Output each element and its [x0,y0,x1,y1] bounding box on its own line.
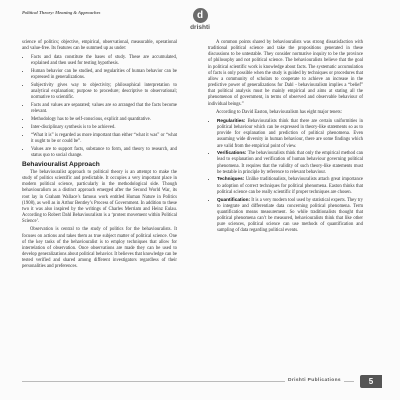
list-item [217,197,363,235]
body-paragraph: The behaviouralist approach to political theory is an attempt to make the study of politics scientific and predictable. It occupies a very important place in modern political science, particularly in the methodological side. Though behaviouralism as a distinct approach emerged after the Second World War, its root lay in Graham Wallace’s famous work entitled Human Nature in Politics (1908), as well as in Arthur Bentley’s Process of Government. In addition to these two it was also inspired by the writings of Charles Merriam and Heinz Eulau. According to Robert Dahl Behaviouralism is a ‘protest movement within Political Science’. [22,169,177,225]
list-item: • Facts and values are separated; values are so arranged that the facts become relevant. [31,102,177,115]
tenet-term: Techniques: [217,176,245,182]
list-item: • Methodology has to be self-conscious, explicit and quantitative. [31,116,177,123]
tenet-term: Verifications: [217,150,247,156]
list-item: • Values are to support facts, substance to form, and theory to research, and status quo to social change. [31,146,177,159]
list-item [217,176,363,195]
tenet-text: Behaviouralists think that there are certain uniformities in political behaviour which can be expressed in theory-like statements so as to provide for explanation and prediction of political phenomena. Even assuming wide diversity in human behaviour, there are some findings which are valid from the empirical point of view. [217,118,363,149]
list-item [217,150,363,176]
list-item: • Subjectivity gives way to objectivity; philosophical interpretation to analytical explanation; purpose to procedure; descriptive to observational; normative to scientific. [31,82,177,101]
section-heading: Behaviouralist Approach [22,160,100,168]
right-column [208,40,363,236]
tenet-term: Quantification: [217,196,251,202]
list-item: • Facts and data constitute the bases of study. These are accumulated, explained and then used for testing hypothesis. [31,54,177,67]
tenet-text: Unlike traditionalists, behaviouralists attach great importance to adoption of correct techniques for political phenomena. Easton thinks that political science can be really scientific if proper techniques are chosen. [217,177,363,195]
list-item: • Inter-disciplinary synthesis is to be achieved. [31,124,177,131]
body-paragraph: According to David Easton, behaviouralism has eight major tenets: [216,109,342,115]
page-footer [22,375,382,389]
body-paragraph: Observation is central to the study of politics for the behaviouralists. It focuses on actions and takes them as true subject matter of political science. One of the key tasks of the behaviouralist is to employ techniques that allow for interrelation of observation. Once observations are made they can be used to develop generalizations about political behavior. It believes that knowledge can be tested verified and shared among different investigators regardless of their personalities and preferences. [22,227,177,270]
logo-wordmark: drishti [190,24,210,31]
intro-paragraph: science of politics; objective, empirical, observational, measurable, operational and value-free. Its features can be summed up as under: [22,40,177,52]
features-list [22,54,177,159]
tenet-term: Regularities: [217,117,246,123]
publisher-logo [183,8,217,31]
body-paragraph: A common points shared by behaviouralists was strong dissatisfaction with traditional political science and take the propositions generated in these discussions to be untestable. They consider normative inquiry to be the province of philosophy and not political science. The behaviouralists believe that the goal in political scientific work is knowledge about facts. The systematic accumulation of facts is only possible when the study is guided by techniques or procedures that allow a community of scholars to cooperate to achieve an increase in the predictive power of generalizations for Dahl - behaviouralism implies a “belief” that political analysis must be mainly empirical and aims at stating all the phenomenon of government, in terms of observed and observable behaviour of individual beings.” [208,40,363,107]
logo-mark: d [193,8,208,23]
list-item: • “What it is” is regarded as more important than either “what it was” or “what it ought to be or could be”. [31,132,177,145]
list-item: • Human behavior can be studied, and regularities of human behavior can be expressed in generalizations. [31,68,177,81]
page-number: 5 [360,375,382,388]
tenet-text: The behaviouralists think that only the empirical method can lead to explanation and verification of human behaviour governing political phenomena. It requires that the validity of such theory-like statements must be testable in principle by reference to relevant behaviour. [217,151,363,175]
running-head: Political Theory: Meaning & Approaches [22,10,101,15]
left-column [22,40,177,272]
publisher-name: Drishti Publications [285,378,344,383]
tenet-text: It is a very modern tool used by statistical experts. They try to integrate and differentiate data concerning political phenomena. Term quantification means measurement. So while traditionalists thought that political phenomena can’t be measured, behaviouralists think that like other pure sciences, political science can use methods of quantification and sampling of data regarding political events. [217,197,364,234]
list-item [217,118,363,150]
tenets-list [208,118,363,235]
